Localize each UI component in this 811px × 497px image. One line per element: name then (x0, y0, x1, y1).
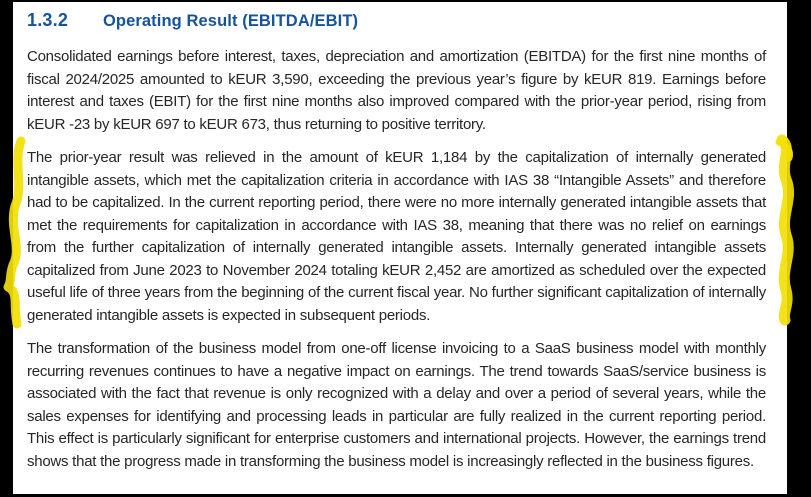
paragraph-business-model-transformation: The transformation of the business model from one-off license invoicing to a SaaS business model with monthly recurring revenues continues to have a negative impact on earnings. The trend towards SaaS/service business is associated with the fact that revenue is only recognized with a delay and over a period of several years, while the sales expenses for identifying and processing leads in particular are fully realized in the current reporting period. This effect is particularly significant for enterprise customers and international projects. However, the earnings trend shows that the progress made in transforming the business model is increasingly reflected in the business figures. (27, 340, 766, 470)
page-edge-right (787, 0, 811, 497)
page-edge-left (0, 0, 13, 497)
section-heading (27, 10, 766, 31)
paragraph-capitalization-highlighted: The prior-year result was relieved in the amount of kEUR 1,184 by the capitalization of internally generated intangible assets, which met the capitalization criteria in accordance with IAS 38 “Intangible Assets” and therefore had to be capitalized. In the current reporting period, there were no more internally generated intangible assets that met the requirements for capitalization in accordance with IAS 38, meaning that there was no relief on earnings from the further capitalization of internally generated intangible assets. Internally generated intangible assets capitalized from June 2023 to November 2024 totaling kEUR 2,452 are amortized as scheduled over the expected useful life of three years from the beginning of the current fiscal year. No further significant capitalization of internally generated intangible assets is expected in subsequent periods. (27, 149, 766, 324)
section-content (13, 2, 787, 484)
section-number: 1.3.2 (27, 10, 69, 30)
section-title: Operating Result (EBITDA/EBIT) (103, 12, 359, 30)
paragraph-ebitda-ebit: Consolidated earnings before interest, taxes, depreciation and amortization (EBITDA) for the first nine months of fiscal 2024/2025 amounted to kEUR 3,590, exceeding the previous year’s figure by kEUR 819. Earnings before interest and taxes (EBIT) for the first nine months also improved compared with the prior-year period, rising from kEUR -23 by kEUR 697 to kEUR 673, thus returning to positive territory. (27, 48, 766, 133)
